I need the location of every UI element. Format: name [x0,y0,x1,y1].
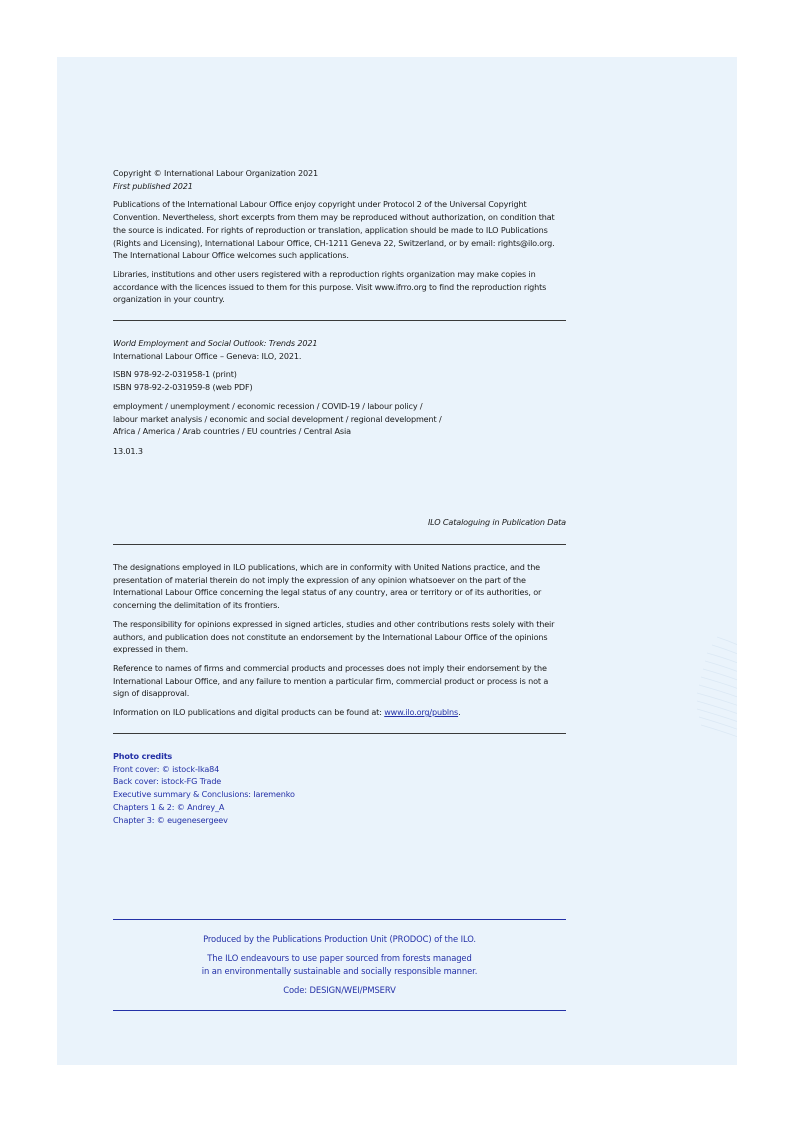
catalogue-block [113,337,566,458]
divider-2 [113,544,566,545]
publications-info [113,706,566,719]
classification-code: 13.01.3 [113,445,143,456]
divider-blue-bottom [113,1010,566,1011]
publications-info-end: . [458,707,461,718]
publications-link[interactable]: www.ilo.org/publns [384,707,459,718]
credit-back-cover: Back cover: istock-FG Trade [113,776,222,787]
copyright-paragraph-2: Libraries, institutions and other users registered with a reproduction rights organization may make copies in accordance with the licences issued to them for this purpose. Visit www.ifrro.org to find the reproduction rights organization in your country. [113,268,547,305]
first-published: First published 2021 [113,180,193,191]
publications-info-text: Information on ILO publications and digital products can be found at: [113,707,385,718]
cip-label: ILO Cataloguing in Publication Data [427,517,566,527]
isbn-print: ISBN 978-92-2-031958-1 (print) [113,369,237,380]
credit-chapters-1-2: Chapters 1 & 2: © Andrey_A [113,801,225,812]
publication-title: World Employment and Social Outlook: Trends 2021 [113,338,318,348]
divider-3 [113,733,566,734]
disclaimer-block [113,561,566,719]
copyright-paragraph-1: Publications of the International Labour Office enjoy copyright under Protocol 2 of the Universal Copyright Convention. Nevertheless, short excerpts from them may be reproduced without authorization, on condition that the source is indicated. For rights of reproduction or translation, application should be made to ILO Publications (Rights and Licensing), International Labour Office, CH-1211 Geneva 22, Switzerland, or by email: rights@ilo.org. The International Labour Office welcomes such applications. [113,199,555,261]
credit-executive-summary: Executive summary & Conclusions: Iaremenko [113,789,295,800]
credit-front-cover: Front cover: © istock-Ika84 [113,763,220,774]
keywords-line-3: Africa / America / Arab countries / EU countries / Central Asia [113,426,351,437]
divider-blue-top [113,919,566,920]
production-line-1: Produced by the Publications Production Unit (PRODOC) of the ILO. [203,934,476,944]
publisher-line: International Labour Office – Geneva: ILO, 2021. [113,350,302,361]
production-code: Code: DESIGN/WEI/PMSERV [283,984,396,995]
disclaimer-paragraph-1: The designations employed in ILO publications, which are in conformity with United Nations practice, and the presentation of material therein do not imply the expression of any opinion whatsoever on the part of the International Labour Office concerning the legal status of any country, area or territory or of its authorities, or concerning the delimitation of its frontiers. [113,562,542,611]
keywords-line-2: labour market analysis / economic and social development / regional development / [113,413,442,424]
photo-credits-heading: Photo credits [113,751,173,761]
disclaimer-paragraph-2: The responsibility for opinions expressed in signed articles, studies and other contributions rests solely with their authors, and publication does not constitute an endorsement by the International Labour Office of the opinions expressed in them. [113,618,555,655]
production-line-3: in an environmentally sustainable and socially responsible manner. [201,966,478,977]
disclaimer-paragraph-3: Reference to names of firms and commercial products and processes does not imply their endorsement by the International Labour Office, and any failure to mention a particular firm, commercial product or process is not a sign of disapproval. [113,662,549,699]
photo-credits-block [113,750,566,826]
credit-chapter-3: Chapter 3: © eugenesergeev [113,814,228,825]
keywords-line-1: employment / unemployment / economic recession / COVID-19 / labour policy / [113,400,423,411]
copyright-block [113,167,566,306]
copyright-line: Copyright © International Labour Organization 2021 [113,168,319,178]
divider-1 [113,320,566,321]
production-line-2: The ILO endeavours to use paper sourced from forests managed [207,952,472,963]
production-block [113,933,566,997]
isbn-web: ISBN 978-92-2-031959-8 (web PDF) [113,382,253,393]
